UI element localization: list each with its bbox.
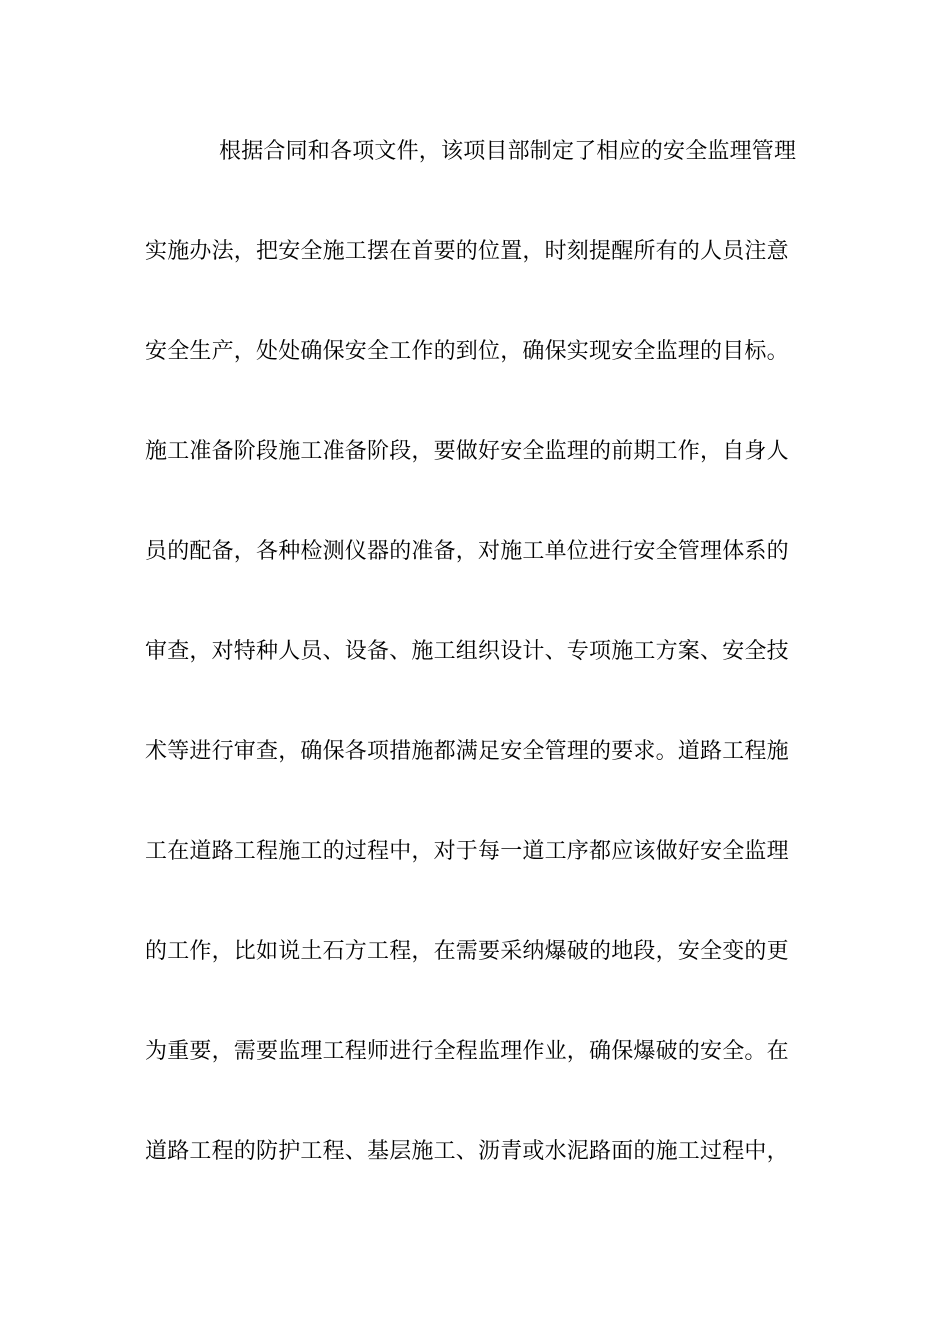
body-text: [145, 128, 810, 1228]
text-line: 实施办法，把安全施工摆在首要的位置，时刻提醒所有的人员注意: [145, 239, 789, 264]
text-line: 的工作，比如说土石方工程，在需要采纳爆破的地段，安全变的更: [145, 939, 789, 964]
text-line: 施工准备阶段施工准备阶段，要做好安全监理的前期工作，自身人: [145, 439, 789, 464]
text-line: 工在道路工程施工的过程中，对于每一道工序都应该做好安全监理: [145, 839, 789, 864]
text-line: 术等进行审查，确保各项措施都满足安全管理的要求。道路工程施: [145, 739, 789, 764]
text-line: 根据合同和各项文件，该项目部制定了相应的安全监理管理: [219, 139, 797, 164]
text-line: 为重要，需要监理工程师进行全程监理作业，确保爆破的安全。在: [145, 1039, 789, 1064]
text-line: 审查，对特种人员、设备、施工组织设计、专项施工方案、安全技: [145, 639, 789, 664]
text-line: 安全生产，处处确保安全工作的到位，确保实现安全监理的目标。: [145, 339, 789, 364]
text-line: 员的配备，各种检测仪器的准备，对施工单位进行安全管理体系的: [145, 539, 789, 564]
text-line: 道路工程的防护工程、基层施工、沥青或水泥路面的施工过程中，: [145, 1139, 789, 1164]
